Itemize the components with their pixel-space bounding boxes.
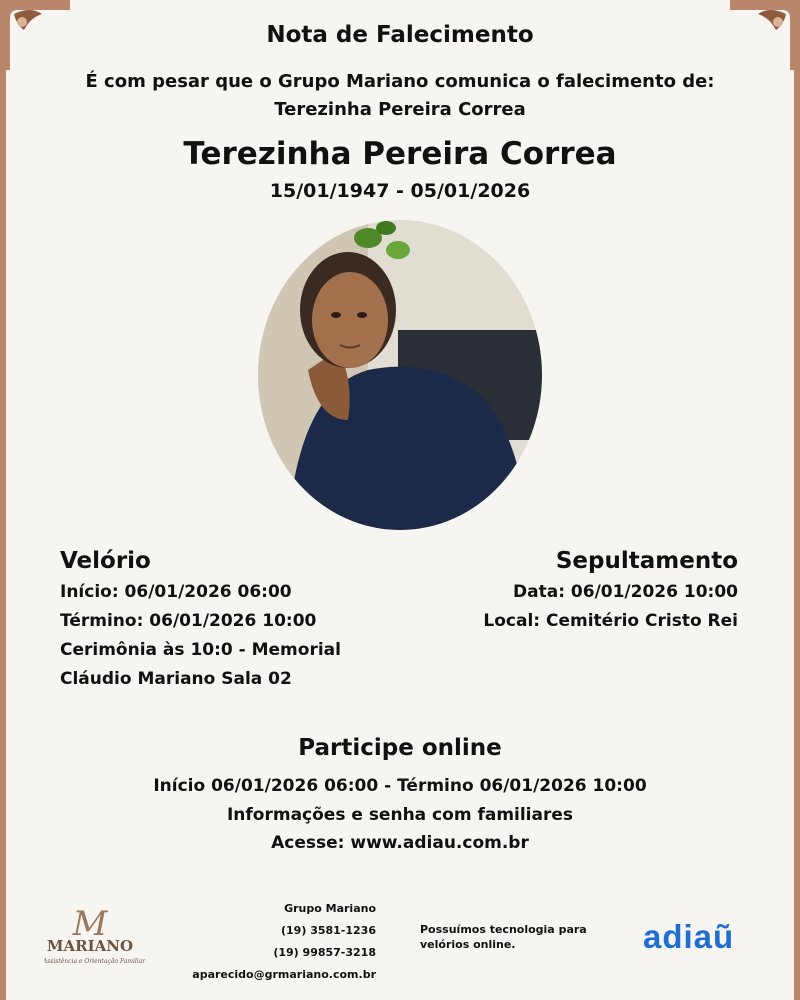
deceased-name: Terezinha Pereira Correa <box>183 136 617 172</box>
frame-left <box>0 70 6 1000</box>
notice-intro: É com pesar que o Grupo Mariano comunica o falecimento de: Terezinha Pereira Correa <box>85 71 715 120</box>
online-heading: Participe online <box>298 735 502 761</box>
adiau-logo: adiaũ <box>643 918 735 955</box>
frame-right <box>794 70 800 1000</box>
sepultamento-location: Local: Cemitério Cristo Rei <box>483 611 738 631</box>
online-access: Acesse: www.adiau.com.br <box>271 833 529 853</box>
notice-title: Nota de Falecimento <box>266 22 534 48</box>
velorio-end: Término: 06/01/2026 10:00 <box>60 611 317 631</box>
portrait-photo <box>258 220 542 530</box>
sepultamento-heading: Sepultamento <box>555 548 738 574</box>
sepultamento-date: Data: 06/01/2026 10:00 <box>513 582 738 602</box>
velorio-heading: Velório <box>60 548 151 574</box>
velorio-ceremony: Cerimônia às 10:0 - Memorial Cláudio Mariano Sala 02 <box>60 640 341 689</box>
life-dates: 15/01/1947 - 05/01/2026 <box>269 180 531 202</box>
mariano-logo <box>44 905 154 969</box>
footer-email: aparecido@grmariano.com.br <box>192 968 376 981</box>
online-schedule: Início 06/01/2026 06:00 - Término 06/01/2026 10:00 <box>153 776 647 796</box>
mariano-logo-text: MARIANO <box>46 937 134 955</box>
footer-phone-2: (19) 99857-3218 <box>273 946 376 959</box>
velorio-start: Início: 06/01/2026 06:00 <box>60 582 292 602</box>
footer-company: Grupo Mariano <box>284 902 376 915</box>
sepultamento-section <box>398 548 738 636</box>
velorio-section <box>60 548 380 694</box>
mariano-logo-subtitle: Assistência e Orientação Familiar <box>44 958 146 965</box>
footer-contact <box>180 898 376 986</box>
svg-text:M: M <box>72 905 108 944</box>
footer-tech-note: Possuímos tecnologia para velórios online. <box>420 923 587 951</box>
online-info: Informações e senha com familiares <box>226 805 574 825</box>
footer-phone-1: (19) 3581-1236 <box>281 924 376 937</box>
